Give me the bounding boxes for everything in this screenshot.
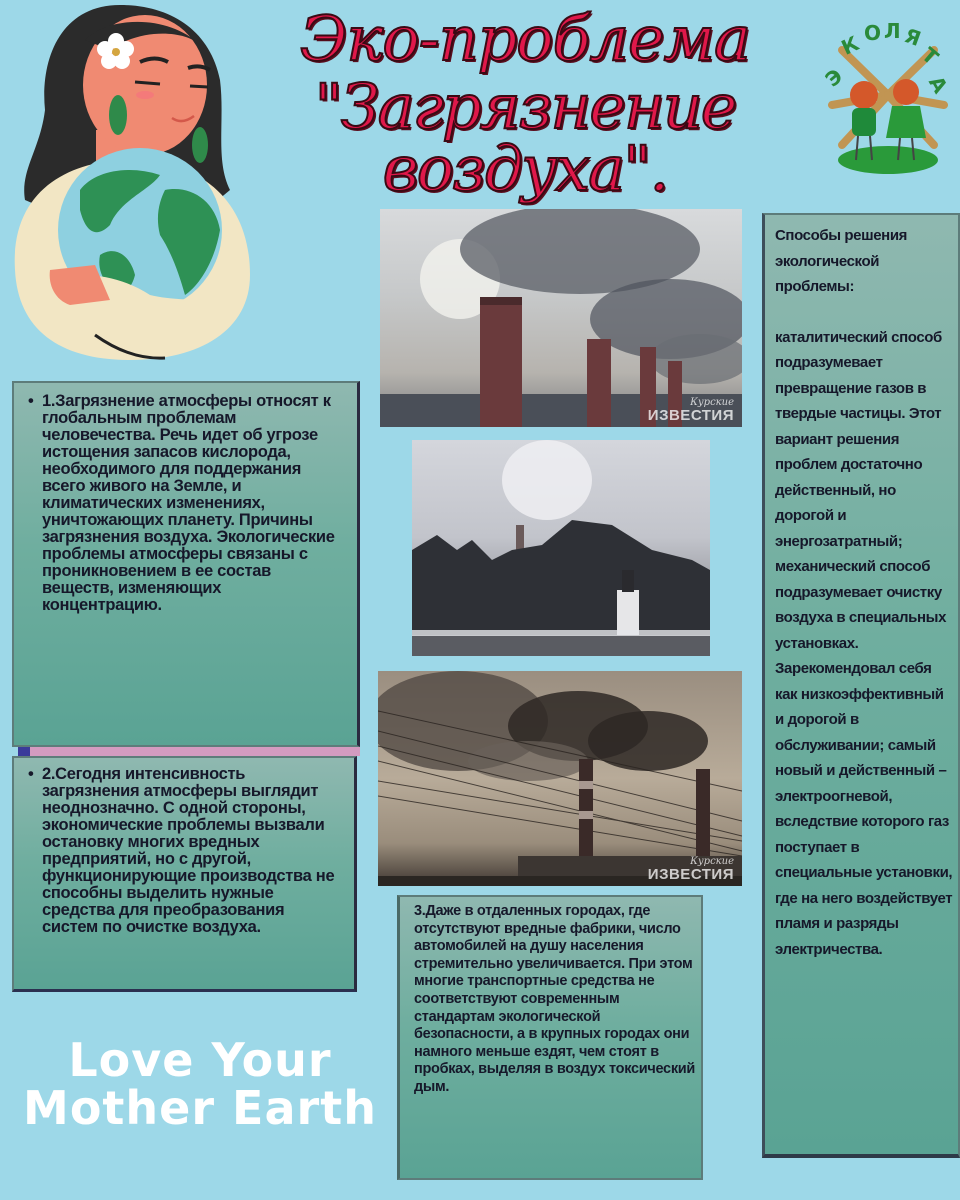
title-line-2: "Загрязнение воздуха".	[314, 70, 736, 205]
box2-text: 2.Сегодня интенсивность загрязнения атмосферы выглядит неоднозначно. С одной стороны, экономические проблемы вызвали остановку многих вредных предприятий, но с другой, функционирующие производства не способны выделить нужные средства для преобразования систем по очистке воздуха.	[42, 765, 335, 936]
watermark: Курские ИЗВЕСТИЯ	[647, 397, 734, 424]
woman-hugging-earth-illustration	[0, 0, 260, 370]
box3-text: 3.Даже в отдаленных городах, где отсутствуют вредные фабрики, число автомобилей на душу населения стремительно увеличивается. При этом многие транспортные средства не соответствуют современным стандартам экологической безопасности, а в крупных городах они намного меньше ездят, чем стоят в пробках, выделяя в воздух токсический дым.	[414, 903, 696, 1095]
watermark: Курские ИЗВЕСТИЯ	[647, 856, 734, 883]
slogan	[20, 1033, 380, 1135]
text-box-cars-pollution	[397, 895, 703, 1180]
slogan-line-1: Love Your	[68, 1033, 332, 1087]
svg-text:Т: Т	[917, 42, 944, 70]
title-line-1: Эко-проблема	[299, 2, 751, 75]
slogan-line-2: Mother Earth	[23, 1081, 377, 1135]
svg-text:Я: Я	[901, 23, 925, 51]
solutions-text: каталитический способ подразумевает превращение газов в твердые частицы. Этот вариант решения проблем достаточно действенный, но дорогой и энергозатратный; механический способ подразумевает очистку воздуха в специальных установках. Зарекомендовал себя как низкоэффективный и дорогой в обслуживании; самый новый и действенный – электроогневой, вследствие которого газ поступает в специальные установки, где на него воздействует пламя и разряды электричества.	[775, 328, 953, 958]
svg-text:Л: Л	[884, 19, 901, 43]
text-box-solutions	[762, 213, 960, 1158]
photo-factory-chimneys	[380, 209, 742, 427]
logo-letter: Э	[822, 63, 848, 92]
bullet-icon: •	[28, 392, 34, 410]
box1-text: 1.Загрязнение атмосферы относят к глобальным проблемам человечества. Речь идет об угрозе истощения запасов кислорода, необходимого для поддержания всего живого на Земле, и климатических изменениях, уничтожающих планету. Причины загрязнения воздуха. Экологические проблемы атмосферы связаны с проникновением в ее состав веществ, изменяющих концентрацию.	[42, 392, 335, 614]
box2-paragraph	[28, 765, 344, 936]
svg-text:О: О	[864, 21, 882, 45]
photo-black-smoke-chimneys	[378, 671, 742, 886]
text-box-pollution-intensity	[12, 756, 357, 992]
box1-paragraph	[28, 392, 345, 614]
photo-winter-park-chimney	[412, 440, 710, 656]
poster-title	[230, 2, 820, 205]
solutions-heading: Способы решения экологической проблемы:	[775, 227, 907, 295]
ekolyata-logo	[822, 10, 954, 175]
bullet-icon: •	[28, 765, 34, 783]
divider-strip	[18, 747, 360, 756]
svg-text:К: К	[837, 31, 863, 60]
svg-text:А: А	[924, 71, 953, 98]
text-box-atmosphere-pollution	[12, 381, 360, 747]
